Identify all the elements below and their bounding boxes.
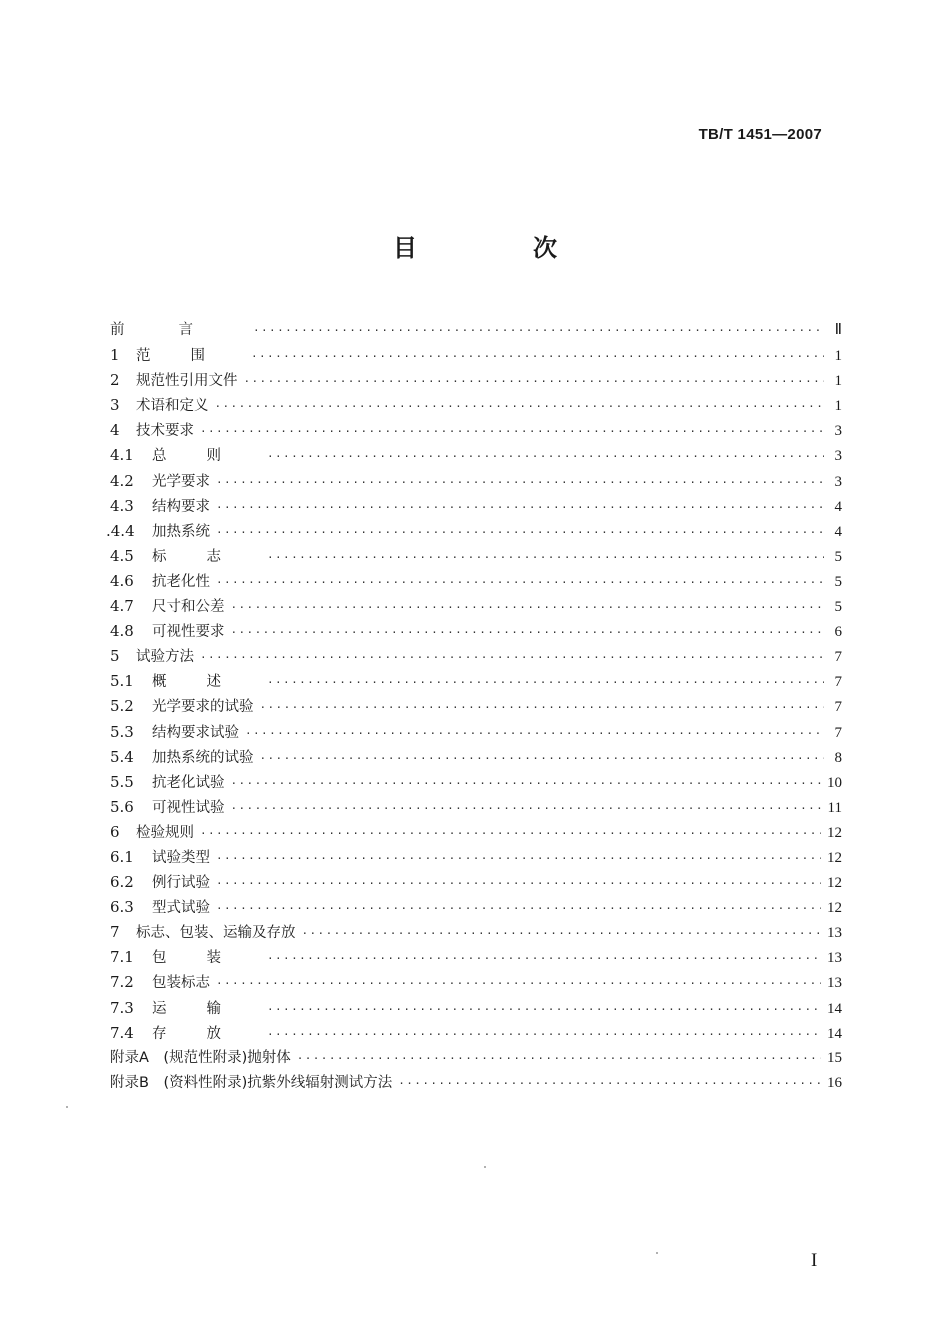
toc-entry-page: 1 xyxy=(834,373,842,390)
toc-entry-page: 5 xyxy=(834,573,842,590)
toc-entry-number: 4.7 xyxy=(110,597,134,616)
toc-entry-label: 包装标志 xyxy=(152,975,210,992)
toc-leader-dots xyxy=(267,997,821,1022)
toc-entry-4-7[interactable] xyxy=(110,594,842,619)
toc-entry-label: 包装 xyxy=(152,950,261,967)
toc-entry-label: 光学要求 xyxy=(152,473,210,490)
toc-leader-dots xyxy=(216,871,821,896)
toc-entry-number: 4.5 xyxy=(110,546,134,565)
toc-leader-dots xyxy=(297,1046,821,1071)
table-of-contents xyxy=(106,318,842,1096)
toc-entry-page: 16 xyxy=(827,1074,842,1091)
toc-entry-label: 范围 xyxy=(136,348,245,365)
toc-entry-label: 标志、包装、运输及存放 xyxy=(136,925,296,942)
toc-leader-dots xyxy=(245,721,824,746)
toc-entry-3[interactable] xyxy=(110,393,842,418)
toc-entry-number: 2 xyxy=(110,371,120,390)
toc-entry-number: 5 xyxy=(110,647,120,666)
toc-entry-5-6[interactable] xyxy=(110,795,842,820)
toc-leader-dots xyxy=(267,946,821,971)
toc-entry-5-1[interactable] xyxy=(110,669,842,694)
toc-leader-dots xyxy=(267,545,824,570)
toc-entry-5-3[interactable] xyxy=(110,720,842,745)
toc-entry-1[interactable] xyxy=(110,343,842,368)
toc-entry-label: 术语和定义 xyxy=(136,398,209,415)
toc-entry-label: 附录A (规范性附录)抛射体 xyxy=(110,1049,291,1066)
toc-leader-dots xyxy=(231,771,822,796)
toc-entry-page: 7 xyxy=(834,649,842,666)
toc-entry-4-8[interactable] xyxy=(110,619,842,644)
toc-entry-4[interactable] xyxy=(110,418,842,443)
toc-entry-7-4[interactable] xyxy=(110,1021,842,1046)
toc-entry-page: 13 xyxy=(827,925,842,942)
toc-entry-page: 14 xyxy=(827,1000,842,1017)
toc-entry-number: 1 xyxy=(110,346,120,365)
toc-entry-5-5[interactable] xyxy=(110,770,842,795)
toc-leader-dots xyxy=(216,846,821,871)
toc-entry-label: 存放 xyxy=(152,1025,261,1042)
toc-entry-number: 4.3 xyxy=(110,496,134,515)
toc-entry-label: 光学要求的试验 xyxy=(152,699,254,716)
toc-leader-dots xyxy=(200,419,824,444)
toc-entry-label: 加热系统的试验 xyxy=(152,749,254,766)
toc-entry-6-3[interactable] xyxy=(110,895,842,920)
toc-entry-label: 检验规则 xyxy=(136,824,194,841)
toc-entry-number: 5.6 xyxy=(110,797,134,816)
toc-entry-number: 5.5 xyxy=(110,772,134,791)
toc-entry-page: 4 xyxy=(834,498,842,515)
toc-entry-label: 技术要求 xyxy=(136,423,194,440)
page-title: 目 次 xyxy=(393,234,603,262)
toc-entry-label: 尺寸和公差 xyxy=(152,599,225,616)
toc-entry-number: 5.4 xyxy=(110,747,134,766)
toc-entry-label: 概述 xyxy=(152,674,261,691)
toc-entry-page: 12 xyxy=(827,849,842,866)
toc-entry-page: 13 xyxy=(827,975,842,992)
toc-entry-5-4[interactable] xyxy=(110,745,842,770)
toc-entry-number: 7.2 xyxy=(110,973,134,992)
toc-leader-dots xyxy=(231,595,825,620)
scan-speck xyxy=(656,1252,658,1254)
toc-entry-number: 7.3 xyxy=(110,998,134,1017)
toc-entry-7[interactable] xyxy=(110,920,842,945)
toc-leader-dots xyxy=(231,796,822,821)
toc-entry-label: 型式试验 xyxy=(152,900,210,917)
toc-entry-number: 4.8 xyxy=(110,622,134,641)
toc-entry-page: Ⅱ xyxy=(834,322,842,338)
toc-entry-4-4[interactable] xyxy=(106,519,842,544)
toc-entry-page: 13 xyxy=(827,950,842,967)
toc-entry-page: 3 xyxy=(834,473,842,490)
toc-entry-number: 6.1 xyxy=(110,847,134,866)
toc-entry-number: 6.3 xyxy=(110,898,134,917)
toc-entry-page: 1 xyxy=(834,348,842,365)
toc-entry-label: 可视性试验 xyxy=(152,799,225,816)
toc-leader-dots xyxy=(231,620,825,645)
toc-leader-dots xyxy=(216,971,821,996)
toc-entry-label: 附录B (资料性附录)抗紫外线辐射测试方法 xyxy=(110,1074,393,1091)
toc-leader-dots xyxy=(200,821,821,846)
toc-entry-page: 7 xyxy=(834,699,842,716)
document-number: TB/T 1451—2007 xyxy=(698,126,822,143)
toc-leader-dots xyxy=(216,520,824,545)
page-number: I xyxy=(811,1250,818,1271)
toc-entry-label: 抗老化试验 xyxy=(152,774,225,791)
toc-leader-dots xyxy=(398,1071,821,1096)
toc-entry-page: 1 xyxy=(834,398,842,415)
toc-entry-number: 5.1 xyxy=(110,672,134,691)
toc-leader-dots xyxy=(216,495,824,520)
toc-entry-label: 前言 xyxy=(110,322,247,338)
toc-leader-dots xyxy=(267,444,824,469)
scan-speck xyxy=(484,1166,486,1168)
toc-entry-6-2[interactable] xyxy=(110,870,842,895)
toc-entry-page: 7 xyxy=(834,674,842,691)
toc-entry-number: 4 xyxy=(110,421,120,440)
toc-entry-number: 5.2 xyxy=(110,697,134,716)
toc-entry-7-3[interactable] xyxy=(110,996,842,1021)
toc-entry-label: 抗老化性 xyxy=(152,573,210,590)
toc-entry-number: 6 xyxy=(110,822,120,841)
toc-leader-dots xyxy=(215,394,825,419)
toc-entry-page: 15 xyxy=(827,1049,842,1066)
toc-entry-number: 7 xyxy=(110,923,120,942)
toc-entry-4-3[interactable] xyxy=(110,494,842,519)
toc-leader-dots xyxy=(267,1022,821,1047)
scan-speck xyxy=(66,1106,68,1108)
toc-leader-dots xyxy=(260,695,825,720)
toc-entry-appendix-b[interactable] xyxy=(110,1071,842,1096)
toc-entry-appendix-a[interactable] xyxy=(110,1046,842,1071)
toc-leader-dots xyxy=(251,344,824,369)
toc-entry-number: 7.1 xyxy=(110,948,134,967)
toc-leader-dots xyxy=(302,921,822,946)
toc-leader-dots xyxy=(200,645,824,670)
toc-entry-4-2[interactable] xyxy=(110,469,842,494)
toc-entry-page: 5 xyxy=(834,548,842,565)
toc-entry-number: 4.1 xyxy=(110,446,134,465)
toc-entry-page: 6 xyxy=(834,624,842,641)
toc-entry-page: 12 xyxy=(827,900,842,917)
toc-entry-6[interactable] xyxy=(110,820,842,845)
toc-entry-6-1[interactable] xyxy=(110,845,842,870)
toc-entry-4-6[interactable] xyxy=(110,569,842,594)
toc-entry-number: 5.3 xyxy=(110,722,134,741)
toc-entry-5-2[interactable] xyxy=(110,694,842,719)
toc-entry-page: 3 xyxy=(834,448,842,465)
toc-entry-7-2[interactable] xyxy=(110,970,842,995)
toc-entry-label: 结构要求 xyxy=(152,498,210,515)
toc-leader-dots xyxy=(216,896,821,921)
toc-entry-label: 加热系统 xyxy=(152,523,210,540)
toc-entry-label: 例行试验 xyxy=(152,875,210,892)
toc-entry-page: 12 xyxy=(827,875,842,892)
toc-entry-page: 5 xyxy=(834,599,842,616)
toc-entry-label: 总则 xyxy=(152,448,261,465)
toc-entry-label: 标志 xyxy=(152,548,261,565)
toc-leader-dots xyxy=(216,570,824,595)
toc-entry-4-1[interactable] xyxy=(110,443,842,468)
toc-entry-label: 试验类型 xyxy=(152,849,210,866)
toc-entry-5[interactable] xyxy=(110,644,842,669)
toc-entry-label: 可视性要求 xyxy=(152,624,225,641)
toc-entry-number: 3 xyxy=(110,396,120,415)
toc-entry-label: 结构要求试验 xyxy=(152,724,239,741)
toc-entry-page: 12 xyxy=(827,824,842,841)
toc-leader-dots xyxy=(253,318,824,343)
toc-entry-page: 11 xyxy=(827,799,842,816)
toc-leader-dots xyxy=(260,746,825,771)
toc-entry-page: 14 xyxy=(827,1025,842,1042)
toc-entry-label: 试验方法 xyxy=(136,649,194,666)
toc-entry-page: 4 xyxy=(834,523,842,540)
toc-leader-dots xyxy=(267,670,824,695)
toc-entry-page: 10 xyxy=(827,774,842,791)
toc-entry-page: 8 xyxy=(834,749,842,766)
toc-entry-7-1[interactable] xyxy=(110,945,842,970)
toc-entry-page: 7 xyxy=(834,724,842,741)
toc-entry-number: 4.2 xyxy=(110,471,134,490)
toc-entry-2[interactable] xyxy=(110,368,842,393)
toc-entry-number: 7.4 xyxy=(110,1023,134,1042)
toc-entry-number: 6.2 xyxy=(110,873,134,892)
toc-leader-dots xyxy=(216,470,824,495)
toc-entry-4-5[interactable] xyxy=(110,544,842,569)
toc-leader-dots xyxy=(244,369,825,394)
toc-entry-foreword[interactable] xyxy=(110,318,842,343)
toc-entry-page: 3 xyxy=(834,423,842,440)
toc-entry-number: .4.4 xyxy=(106,521,135,540)
toc-entry-label: 运输 xyxy=(152,1000,261,1017)
toc-entry-label: 规范性引用文件 xyxy=(136,373,238,390)
toc-entry-number: 4.6 xyxy=(110,571,134,590)
